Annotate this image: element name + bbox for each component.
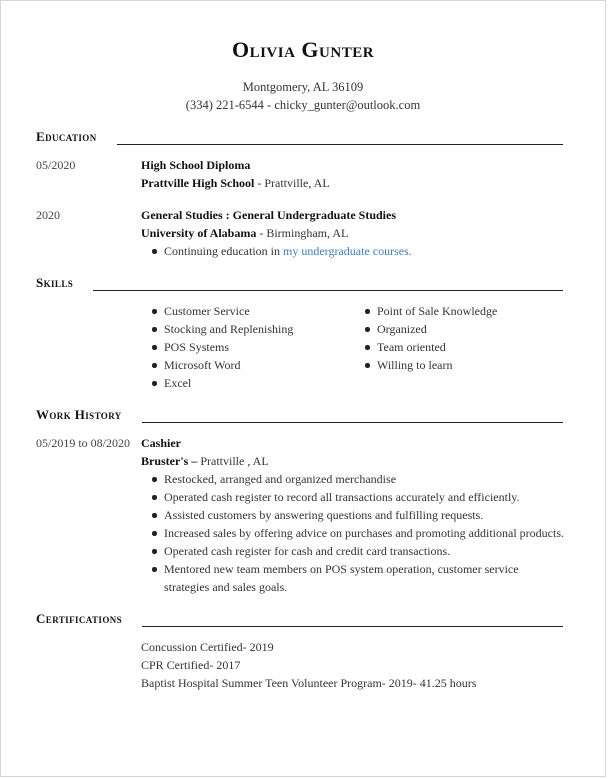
school-location: - Birmingham, AL [256, 226, 349, 240]
work-bullet: Operated cash register for cash and credit card transactions. [164, 544, 451, 558]
certification-item: Concussion Certified- 2019 [141, 640, 274, 654]
work-bullet: Mentored new team members on POS system operation, customer service [164, 562, 519, 576]
degree: General Studies : General Undergraduate Studies [141, 208, 396, 222]
bullet-icon [365, 345, 370, 350]
skills-header [36, 275, 563, 291]
certification-item: CPR Certified- 2017 [141, 658, 241, 672]
school-line [141, 176, 330, 191]
section-divider [142, 626, 563, 627]
section-title: Certifications [36, 611, 123, 626]
bullet-icon [152, 249, 157, 254]
skill-item: Organized [377, 322, 427, 336]
skill-item: Stocking and Replenishing [164, 322, 294, 336]
address: Montgomery, AL 36109 [242, 80, 364, 94]
bullet-icon [152, 531, 157, 536]
bullet-icon [152, 363, 157, 368]
phone-email: (334) 221-6544 - chicky_gunter@outlook.com [185, 98, 421, 112]
work-bullet: Increased sales by offering advice on purchases and promoting additional products. [164, 526, 564, 540]
degree: High School Diploma [141, 158, 251, 172]
bullet-text: Continuing education in [164, 244, 283, 258]
certification-item: Baptist Hospital Summer Teen Volunteer Program- 2019- 41.25 hours [141, 676, 477, 690]
section-divider [117, 144, 563, 145]
education-date: 05/2020 [36, 158, 76, 172]
employer-line [141, 454, 269, 469]
section-divider [142, 422, 563, 423]
skill-item: Microsoft Word [164, 358, 241, 372]
bullet-icon [152, 549, 157, 554]
bullet-icon [152, 567, 157, 572]
skill-item: Point of Sale Knowledge [377, 304, 498, 318]
bullet-icon [152, 381, 157, 386]
section-title: Skills [36, 275, 74, 290]
skill-item: Customer Service [164, 304, 250, 318]
work-bullet-continued: strategies and sales goals. [164, 580, 288, 594]
job-title: Cashier [141, 436, 181, 450]
bullet-icon [152, 345, 157, 350]
employer-location: Prattville , AL [197, 454, 269, 468]
bullet-icon [152, 309, 157, 314]
work-bullet: Restocked, arranged and organized merchandise [164, 472, 397, 486]
bullet-icon [365, 363, 370, 368]
school-name: University of Alabama [141, 226, 257, 240]
school-line [141, 226, 348, 241]
work-bullet: Assisted customers by answering questions and fulfilling requests. [164, 508, 484, 522]
skill-item: POS Systems [164, 340, 230, 354]
education-date: 2020 [36, 208, 60, 222]
education-header [36, 129, 563, 145]
work-history-header [36, 407, 563, 423]
school-name: Prattville High School [141, 176, 255, 190]
skill-item: Willing to learn [377, 358, 453, 372]
bullet-icon [152, 495, 157, 500]
education-bullet [164, 244, 412, 259]
school-location: - Prattville, AL [254, 176, 330, 190]
certifications-header [36, 611, 563, 627]
bullet-icon [365, 309, 370, 314]
bullet-icon [152, 327, 157, 332]
employer-name: Bruster's – [141, 454, 198, 468]
work-date: 05/2019 to 08/2020 [36, 436, 131, 450]
skill-item: Excel [164, 376, 192, 390]
courses-link[interactable]: my undergraduate courses. [283, 244, 412, 258]
candidate-name: Olivia Gunter [231, 37, 375, 62]
section-title: Work History [36, 407, 122, 422]
section-title: Education [36, 129, 97, 144]
work-bullet: Operated cash register to record all transactions accurately and efficiently. [164, 490, 520, 504]
section-divider [93, 290, 563, 291]
skill-item: Team oriented [377, 340, 446, 354]
bullet-icon [365, 327, 370, 332]
bullet-icon [152, 477, 157, 482]
bullet-icon [152, 513, 157, 518]
